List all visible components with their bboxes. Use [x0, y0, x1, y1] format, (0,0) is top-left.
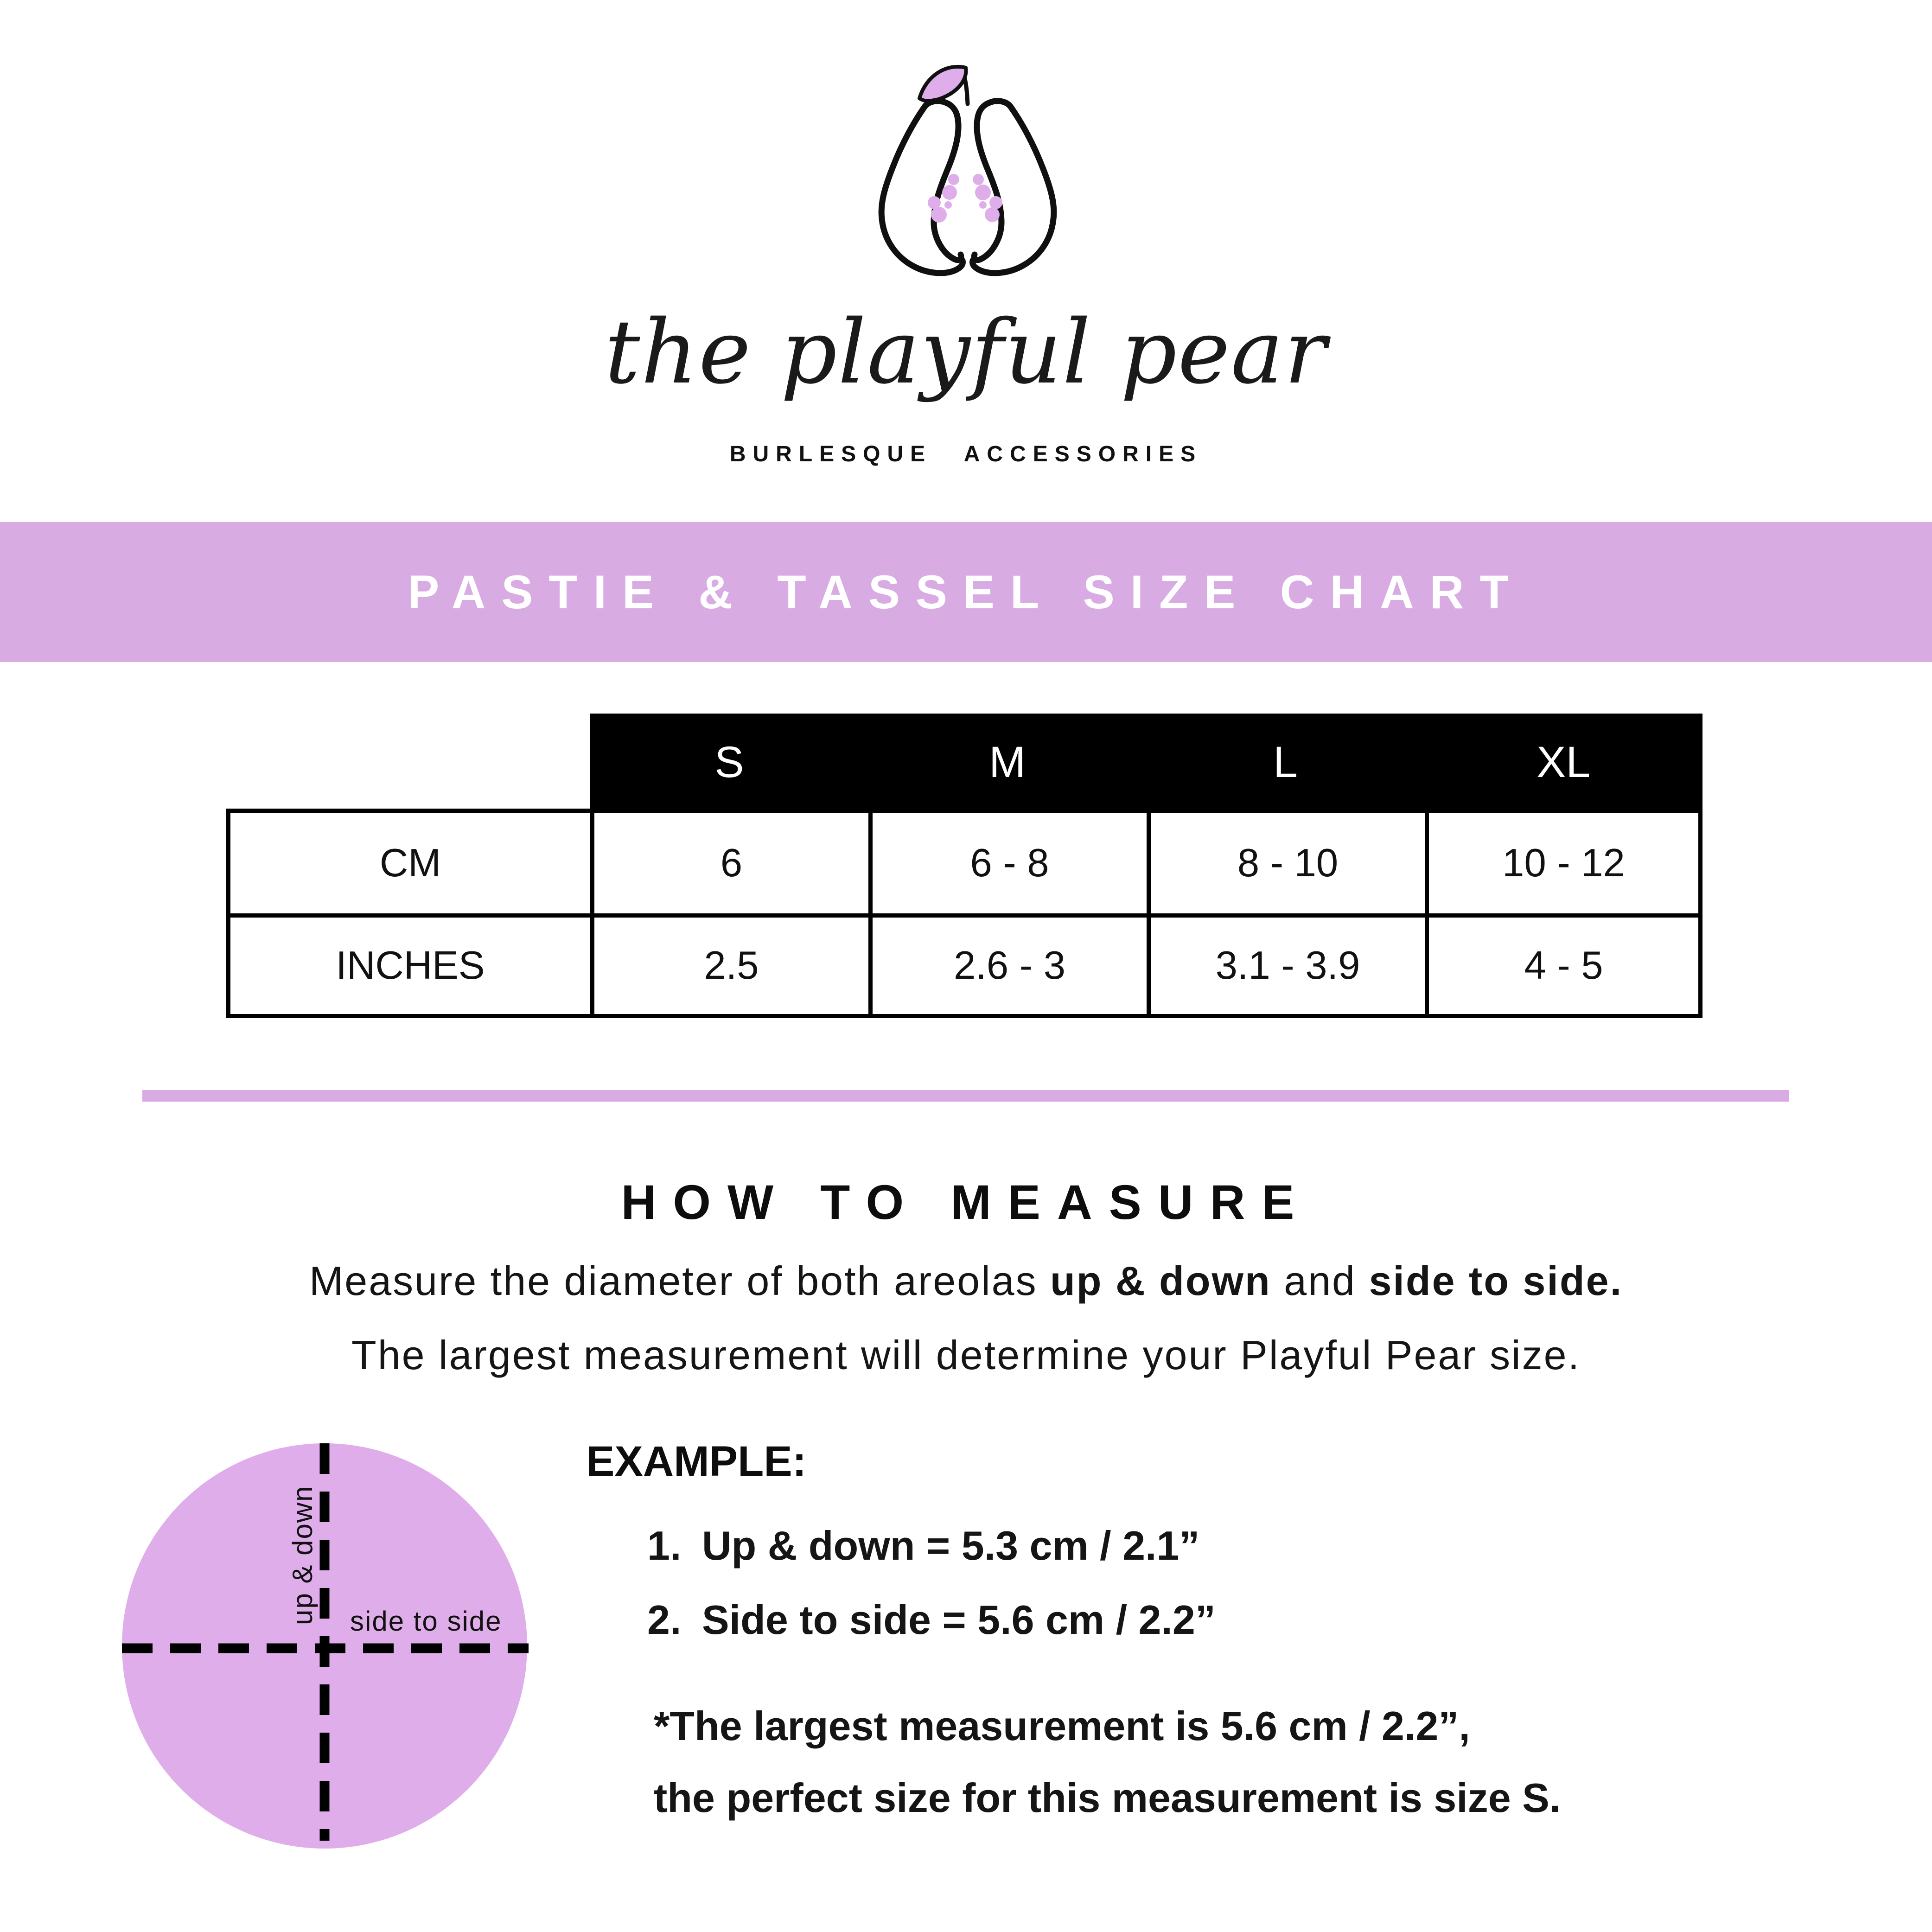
size-column-l: L: [1273, 738, 1298, 787]
example-item-2-text: Side to side = 5.6 cm / 2.2”: [702, 1597, 1216, 1643]
example-item-1-number: 1.: [647, 1523, 682, 1569]
example-heading: EXAMPLE:: [586, 1438, 807, 1485]
example-note-line2: the perfect size for this measurement is size S.: [654, 1775, 1561, 1821]
measure-instruction-line1: [0, 1257, 1932, 1305]
how-to-measure-heading: HOW TO MEASURE: [621, 1175, 1311, 1230]
cell-cm-xl: 10 - 12: [1425, 813, 1698, 913]
cell-cm-s: 6: [590, 813, 868, 913]
size-column-s: S: [714, 738, 744, 787]
instruction-bold-up-down: up & down: [1050, 1258, 1271, 1304]
example-item-1-text: Up & down = 5.3 cm / 2.1”: [702, 1523, 1200, 1569]
cell-in-l: 3.1 - 3.9: [1147, 913, 1425, 1014]
page-title: PASTIE & TASSEL SIZE CHART: [408, 565, 1524, 618]
example-note-line1: *The largest measurement is 5.6 cm / 2.2”,: [654, 1703, 1470, 1749]
title-banner: [0, 522, 1932, 662]
example-item-2: [647, 1596, 1216, 1644]
instruction-text: Measure the diameter of both areolas: [309, 1258, 1051, 1304]
section-divider: [142, 1090, 1789, 1102]
cell-in-s: 2.5: [590, 913, 868, 1014]
size-column-m: M: [989, 738, 1026, 787]
cell-in-xl: 4 - 5: [1425, 913, 1698, 1014]
cell-cm-m: 6 - 8: [868, 813, 1147, 913]
size-table-header: [590, 714, 1702, 811]
row-label-inches: INCHES: [230, 913, 590, 1014]
cell-cm-l: 8 - 10: [1147, 813, 1425, 913]
example-item-1: [647, 1522, 1199, 1569]
size-table-body: [226, 809, 1702, 1018]
pear-leaf: [919, 67, 966, 101]
example-item-2-number: 2.: [647, 1597, 682, 1643]
side-to-side-label: side to side: [350, 1606, 502, 1637]
instruction-bold-side: side to side.: [1369, 1258, 1623, 1304]
brand-tagline: BURLESQUE ACCESSORIES: [729, 442, 1203, 466]
pear-logo-icon: [858, 46, 1080, 297]
up-down-label: up & down: [287, 1485, 318, 1625]
size-column-xl: XL: [1537, 738, 1591, 787]
cell-in-m: 2.6 - 3: [868, 913, 1147, 1014]
instruction-text-mid: and: [1271, 1258, 1369, 1304]
measurement-diagram: [107, 1428, 547, 1868]
pear-stem: [965, 79, 968, 104]
row-label-cm: CM: [230, 813, 590, 913]
measure-instruction-line2: The largest measurement will determine your Playful Pear size.: [351, 1332, 1581, 1378]
brand-name: the playful pear: [605, 301, 1327, 403]
